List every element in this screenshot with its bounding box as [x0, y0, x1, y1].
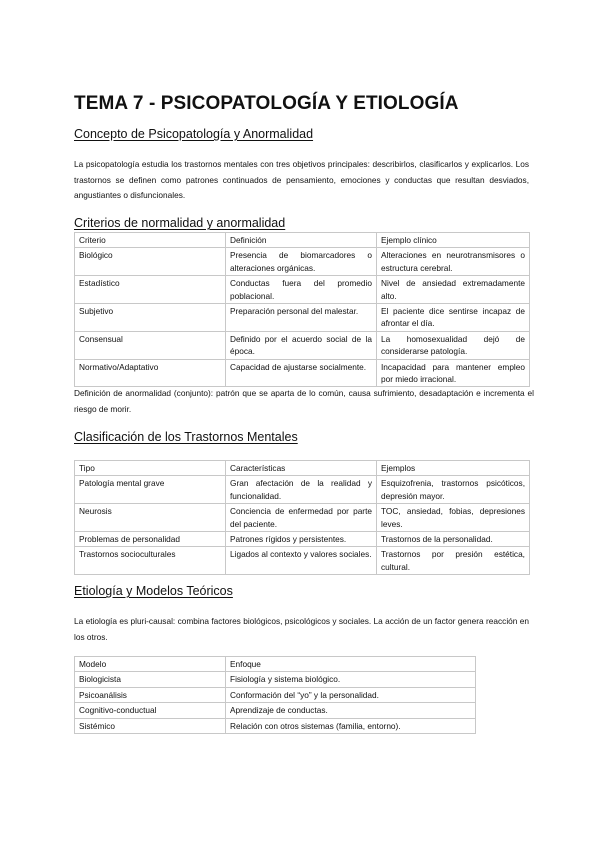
table-cell: Aprendizaje de conductas.	[226, 703, 476, 718]
table-row	[75, 476, 530, 504]
section-heading-criterios: Criterios de normalidad y anormalidad	[74, 216, 286, 230]
table-cell: Normativo/Adaptativo	[75, 359, 226, 387]
table-header-cell: Tipo	[75, 461, 226, 476]
etiologia-paragraph: La etiología es pluri-causal: combina factores biológicos, psicológicos y sociales. La acción de un factor genera reacción en los otros.	[74, 616, 529, 642]
table-cell: Presencia de biomarcadores o alteraciones orgánicas.	[226, 248, 377, 276]
table-row	[75, 687, 476, 702]
table-cell: Gran afectación de la realidad y funcionalidad.	[226, 476, 377, 504]
table-row	[75, 304, 530, 332]
clasificacion-table	[74, 460, 530, 575]
table-cell: Consensual	[75, 331, 226, 359]
concepto-paragraph: La psicopatología estudia los trastornos mentales con tres objetivos principales: describirlos, clasificarlos y explicarlos. Los trastornos se definen como patrones continuados de pensamiento, emociones y conductas que resultan desviados, angustiantes o disfuncionales.	[74, 159, 529, 201]
table-header-cell: Modelo	[75, 657, 226, 672]
table-cell: Relación con otros sistemas (familia, entorno).	[226, 718, 476, 733]
table-header-cell: Ejemplos	[377, 461, 530, 476]
table-cell: Incapacidad para mantener empleo por miedo irracional.	[377, 359, 530, 387]
table-cell: El paciente dice sentirse incapaz de afrontar el día.	[377, 304, 530, 332]
table-cell: Cognitivo-conductual	[75, 703, 226, 718]
section-heading-concepto: Concepto de Psicopatología y Anormalidad	[74, 127, 314, 141]
table-cell: Esquizofrenia, trastornos psicóticos, depresión mayor.	[377, 476, 530, 504]
table-row	[75, 359, 530, 387]
table-cell: Ligados al contexto y valores sociales.	[226, 547, 377, 575]
table-cell: La homosexualidad dejó de considerarse patología.	[377, 331, 530, 359]
table-cell: Conductas fuera del promedio poblacional.	[226, 276, 377, 304]
table-row	[75, 276, 530, 304]
section-heading-etiologia: Etiología y Modelos Teóricos	[74, 584, 233, 598]
table-cell: Alteraciones en neurotransmisores o estructura cerebral.	[377, 248, 530, 276]
table-row	[75, 331, 530, 359]
table-row	[75, 248, 530, 276]
table-cell: Problemas de personalidad	[75, 532, 226, 547]
table-cell: Patología mental grave	[75, 476, 226, 504]
table-row	[75, 672, 476, 687]
table-header-row	[75, 461, 530, 476]
table-cell: Capacidad de ajustarse socialmente.	[226, 359, 377, 387]
table-header-cell: Enfoque	[226, 657, 476, 672]
table-row	[75, 547, 530, 575]
table-cell: Psicoanálisis	[75, 687, 226, 702]
table-cell: Trastornos socioculturales	[75, 547, 226, 575]
table-header-cell: Criterio	[75, 233, 226, 248]
table-header-row	[75, 657, 476, 672]
modelos-table	[74, 656, 476, 734]
table-cell: Preparación personal del malestar.	[226, 304, 377, 332]
table-cell: Definido por el acuerdo social de la época.	[226, 331, 377, 359]
table-cell: Patrones rígidos y persistentes.	[226, 532, 377, 547]
table-cell: Conformación del “yo” y la personalidad.	[226, 687, 476, 702]
table-header-cell: Características	[226, 461, 377, 476]
page-title: TEMA 7 - PSICOPATOLOGÍA Y ETIOLOGÍA	[74, 93, 459, 114]
table-cell: Trastornos por presión estética, cultural.	[377, 547, 530, 575]
table-cell: Fisiología y sistema biológico.	[226, 672, 476, 687]
table-cell: TOC, ansiedad, fobias, depresiones leves.	[377, 504, 530, 532]
table-cell: Nivel de ansiedad extremadamente alto.	[377, 276, 530, 304]
table-cell: Neurosis	[75, 504, 226, 532]
table-row	[75, 532, 530, 547]
table-row	[75, 718, 476, 733]
table-header-cell: Ejemplo clínico	[377, 233, 530, 248]
table-header-cell: Definición	[226, 233, 377, 248]
criterios-table	[74, 232, 530, 387]
table-cell: Sistémico	[75, 718, 226, 733]
anormalidad-note: Definición de anormalidad (conjunto): patrón que se aparta de lo común, causa sufrimiento, desadaptación e incrementa el riesgo de morir.	[74, 388, 534, 414]
section-heading-clasificacion: Clasificación de los Trastornos Mentales	[74, 430, 298, 444]
table-header-row	[75, 233, 530, 248]
table-cell: Conciencia de enfermedad por parte del paciente.	[226, 504, 377, 532]
table-cell: Estadístico	[75, 276, 226, 304]
table-cell: Biológico	[75, 248, 226, 276]
table-cell: Biologicista	[75, 672, 226, 687]
table-row	[75, 703, 476, 718]
table-row	[75, 504, 530, 532]
table-cell: Subjetivo	[75, 304, 226, 332]
table-cell: Trastornos de la personalidad.	[377, 532, 530, 547]
